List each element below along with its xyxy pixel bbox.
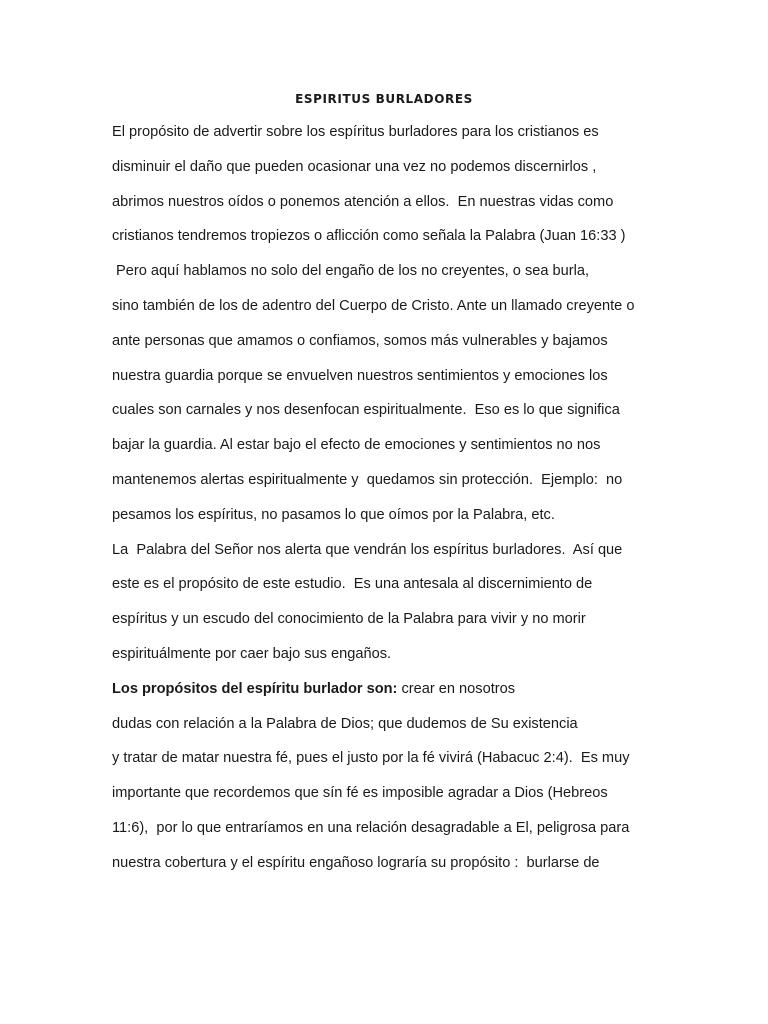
purpose-lead: crear en nosotros (397, 680, 516, 697)
text-line: nuestra guardia porque se envuelven nuestros sentimientos y emociones los (112, 367, 608, 384)
document-body (112, 119, 672, 885)
purpose-heading: Los propósitos del espíritu burlador son: (112, 680, 398, 697)
text-line: dudas con relación a la Palabra de Dios; que dudemos de Su existencia (112, 715, 578, 732)
text-line: este es el propósito de este estudio. Es una antesala al discernimiento de (112, 576, 593, 593)
text-line: importante que recordemos que sín fé es imposible agradar a Dios (Hebreos (112, 785, 608, 802)
text-line: sino también de los de adentro del Cuerpo de Cristo. Ante un llamado creyente o (112, 297, 635, 314)
text-line: ante personas que amamos o confiamos, somos más vulnerables y bajamos (112, 332, 608, 349)
text-line: Pero aquí hablamos no solo del engaño de los no creyentes, o sea burla, (112, 263, 590, 280)
text-line: bajar la guardia. Al estar bajo el efecto de emociones y sentimientos no nos (112, 437, 601, 454)
text-line: 11:6), por lo que entraríamos en una relación desagradable a El, peligrosa para (112, 819, 630, 836)
text-line: espirituálmente por caer bajo sus engaños. (112, 645, 392, 662)
text-line: cristianos tendremos tropiezos o aflicción como señala la Palabra (Juan 16:33 ) (112, 228, 626, 245)
text-line: y tratar de matar nuestra fé, pues el justo por la fé vivirá (Habacuc 2:4). Es muy (112, 750, 630, 767)
text-line: disminuir el daño que pueden ocasionar una vez no podemos discernirlos , (112, 158, 597, 175)
text-line: pesamos los espíritus, no pasamos lo que oímos por la Palabra, etc. (112, 506, 555, 523)
text-line: abrimos nuestros oídos o ponemos atención a ellos. En nuestras vidas como (112, 193, 614, 210)
text-line: El propósito de advertir sobre los espíritus burladores para los cristianos es (112, 124, 599, 140)
document-title: ESPIRITUS BURLADORES (295, 92, 473, 106)
text-line: La Palabra del Señor nos alerta que vendrán los espíritus burladores. Así que (112, 541, 623, 558)
text-line: mantenemos alertas espiritualmente y quedamos sin protección. Ejemplo: no (112, 471, 623, 488)
text-line: espíritus y un escudo del conocimiento de la Palabra para vivir y no morir (112, 611, 586, 628)
text-line: cuales son carnales y nos desenfocan espiritualmente. Eso es lo que significa (112, 402, 620, 419)
purpose-line (112, 676, 672, 711)
text-line: nuestra cobertura y el espíritu engañoso lograría su propósito : burlarse de (112, 854, 600, 871)
